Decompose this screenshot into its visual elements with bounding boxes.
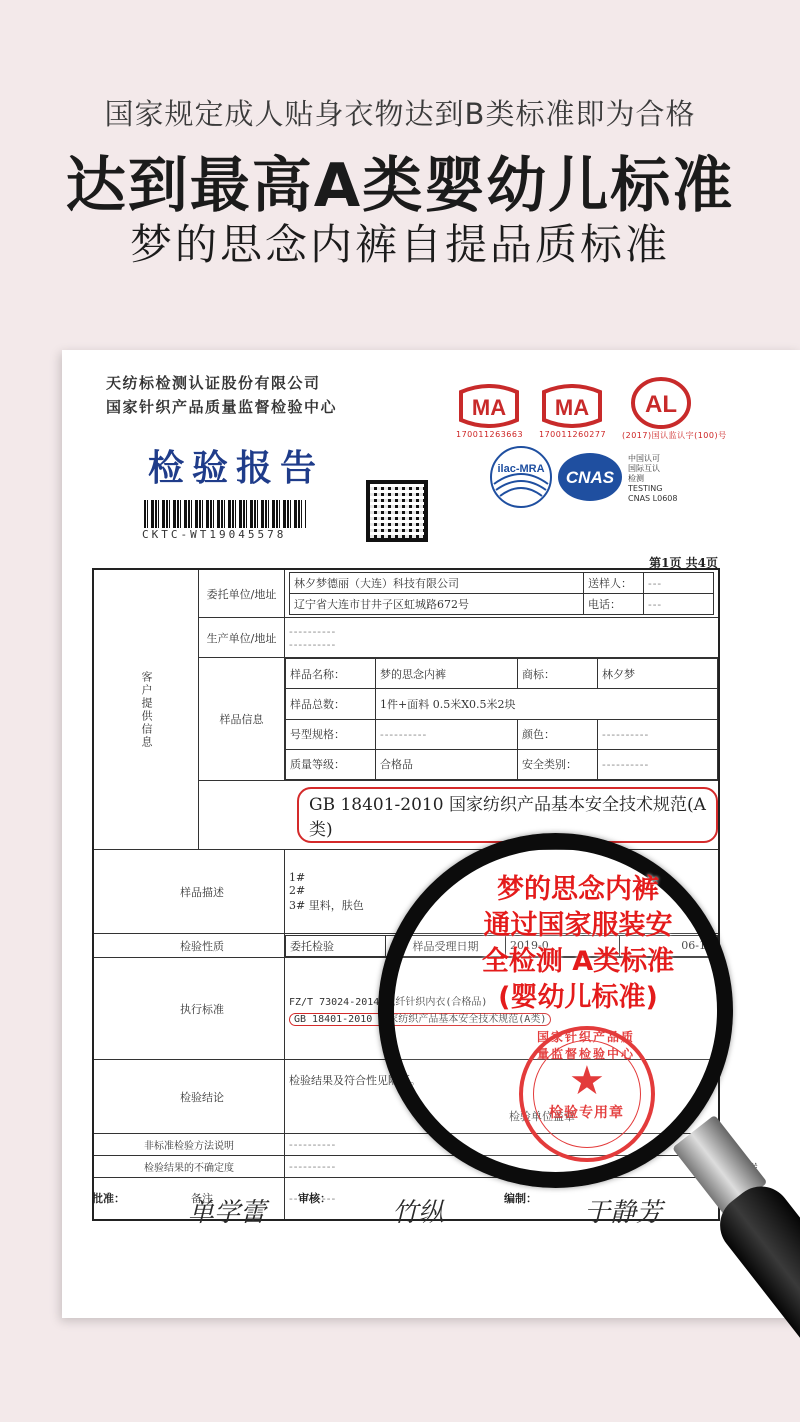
cal-logo xyxy=(630,376,692,430)
approve-label: 批准： xyxy=(92,1192,125,1205)
phone-value: --- xyxy=(644,594,714,615)
producer-cell: ---------- ---------- xyxy=(285,618,720,658)
seal-label: 检验单位盖章 xyxy=(509,1110,575,1123)
gb-standard-row xyxy=(199,781,720,850)
svg-text:MA: MA xyxy=(471,395,507,420)
producer-label: 生产单位/地址 xyxy=(199,618,285,658)
svg-text:AL: AL xyxy=(645,391,677,418)
org-center: 国家针织产品质量监督检验中心 xyxy=(106,398,338,416)
sample-info-label: 样品信息 xyxy=(199,658,285,781)
seal-bottom-text: 检验专用章 xyxy=(549,1105,624,1121)
sender-label: 送样人： xyxy=(584,573,644,594)
edit-signature: 于静芳 xyxy=(584,1198,663,1228)
receive-date: 2019-0 xyxy=(506,935,620,956)
nonstd-value: ---------- xyxy=(285,1134,720,1156)
brand-value: 林夕梦 xyxy=(598,659,718,689)
conclusion-label: 检验结论 xyxy=(93,1060,285,1134)
phone-label: 电话： xyxy=(584,594,644,615)
ilac-mra-logo xyxy=(486,444,556,510)
sample-info-cell: 样品名称： 梦的思念内裤 商标： 林夕梦 样品总数： 1件+面料 0.5米X0.5米2块 号型规格： ---------- 颜色： ---------- 质量等级： 合格品 安全类别： ---------- xyxy=(285,658,720,781)
sample-desc-label: 样品描述 xyxy=(93,850,285,934)
header-title: 达到最高A类婴幼儿标准 xyxy=(65,151,735,221)
uncert-value: ---------- xyxy=(289,1160,337,1173)
ma-logo-2 xyxy=(540,384,604,428)
header-subtitle: 国家规定成人贴身衣物达到B类标准即为合格 xyxy=(104,97,696,131)
client-label: 委托单位/地址 xyxy=(199,569,285,618)
sender-value: --- xyxy=(644,573,714,594)
client-name: 林夕梦德丽（大连）科技有限公司 xyxy=(290,573,584,594)
exec-std-highlight: GB 18401-2010 国家纺织产品基本安全技术规范(A类) xyxy=(289,1013,551,1026)
org-name: 天纺标检测认证股份有限公司 xyxy=(106,374,321,392)
grade-value: 合格品 xyxy=(376,749,518,779)
gb-standard-highlight: GB 18401-2010 国家纺织产品基本安全技术规范(A类) xyxy=(297,787,718,843)
client-address: 辽宁省大连市甘井子区虹城路672号 xyxy=(290,594,584,615)
review-label: 审核： xyxy=(298,1192,331,1205)
conclusion-value: 检验结果及符合性见附页。 xyxy=(289,1074,421,1087)
approve-signature: 单学蕾 xyxy=(188,1198,267,1228)
side-label: 客户提供信息 xyxy=(93,569,199,850)
seal-ring-text: 国家针织产品质量监督检验中心 xyxy=(536,1030,635,1061)
ma-logo-1 xyxy=(457,384,521,428)
svg-text:ilac-MRA: ilac-MRA xyxy=(497,463,545,475)
cal-number: (2017)国认监认字(100)号 xyxy=(622,431,727,440)
star-icon: ★ xyxy=(569,1058,605,1104)
ma-number-2: 170011260277 xyxy=(539,430,607,439)
cnas-description: 中国认可 国际互认 检测 TESTING CNAS L0608 xyxy=(628,454,678,503)
sample-desc-cell: 1# 2# 3# 里料，肤色 xyxy=(285,850,720,934)
sample-name: 梦的思念内裤 xyxy=(376,659,518,689)
inspect-type-value: 委托检验 xyxy=(286,935,386,956)
svg-text:CNAS: CNAS xyxy=(565,468,615,487)
inspect-type-label: 检验性质 xyxy=(93,934,285,958)
page-info: 第1页 共4页 xyxy=(649,556,718,570)
exec-std-label: 执行标准 xyxy=(93,958,285,1060)
review-signature: 竹纵 xyxy=(392,1198,445,1228)
sample-total: 1件+面料 0.5米X0.5米2块 xyxy=(376,689,718,719)
report-title: 检验报告 xyxy=(148,447,325,489)
exec-std-cell: FZ/T 73024-2014 化纤针织内衣(合格品) GB 18401-2010 国家纺织产品基本安全技术规范(A类) xyxy=(285,958,720,1060)
ma-number-1: 170011263663 xyxy=(456,430,524,439)
qr-code xyxy=(366,480,428,542)
barcode-number: CKTC-WT19045578 xyxy=(142,528,287,541)
client-cell xyxy=(285,569,720,618)
edit-label: 编制： xyxy=(504,1192,537,1205)
header-tagline: 梦的思念内裤自提品质标准 xyxy=(129,220,670,269)
svg-text:MA: MA xyxy=(554,395,590,420)
cnas-logo xyxy=(556,450,624,504)
magnifier-callout: 梦的思念内裤 通过国家服装安 全检测 A类标准 (婴幼儿标准) xyxy=(481,874,675,1013)
barcode xyxy=(144,500,306,528)
remark-value: ---------- xyxy=(285,1178,720,1220)
report-table: 客户提供信息 委托单位/地址 林夕梦德丽（大连）科技有限公司 送样人： --- 辽宁省大连市甘井子区虹城路672号 电话： --- 生产单位/地址 ---------- ---------- 样品信息 样品名称： 梦的思念内裤 商标： 林夕梦 样品总数： 1件+面料 0.5米X0.5米2块 号型规格： ---------- 颜色： ---------- 质量等级： 合格品 安全类别： ---------- GB 18401-2010 国家纺织产品基本安全技术规范(A类) 样品描述 1# 2# 3# 里料，肤色 检验性质 委托检验 样品受理日期 2019-0 06-17 执行标准 FZ/T 73024-2014 化纤针织内衣(合格品) GB 18401-2010 国家纺织产品基本安全技术规范(A类) 检验结论 检验结果及符合性见附页。 检验单位盖章 非标准检验方法说明 ---------- 检验结果的不确定度 ---------- 备注 ---------- xyxy=(92,568,720,1221)
inspection-report xyxy=(62,350,800,1318)
